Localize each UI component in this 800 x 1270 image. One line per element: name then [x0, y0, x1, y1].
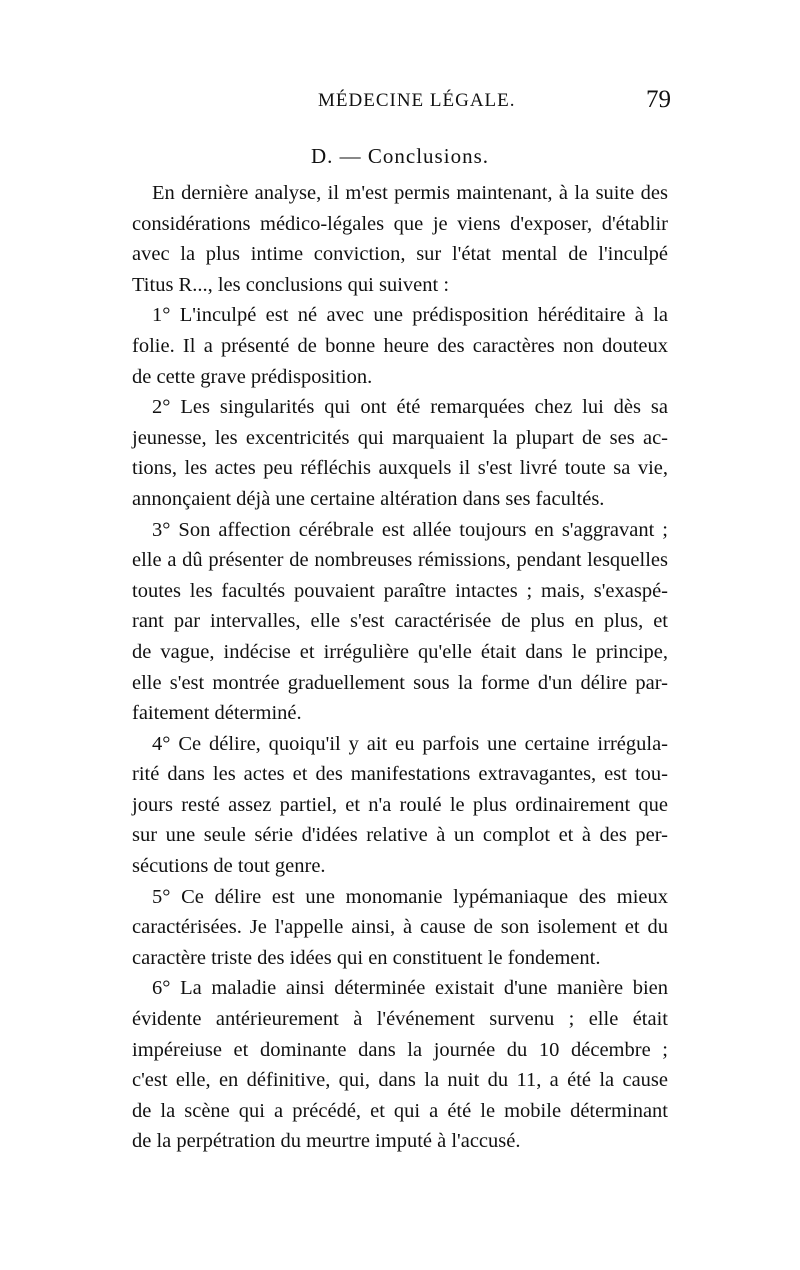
text-line: 3° Son affection cérébrale est allée toujours en s'aggravant ;	[152, 518, 668, 541]
text-line: évidente antérieurement à l'événement survenu ; elle était	[132, 1008, 668, 1031]
text-line: elle a dû présenter de nombreuses rémissions, pendant lesquelles	[132, 549, 668, 572]
text-line: sécutions de tout genre.	[132, 855, 326, 878]
text-line: impéreiuse et dominante dans la journée du 10 décembre ;	[132, 1038, 668, 1061]
text-line: folie. Il a présenté de bonne heure des caractères non douteux	[132, 334, 668, 357]
text-line: caractère triste des idées qui en constituent le fondement.	[132, 946, 601, 969]
text-line: En dernière analyse, il m'est permis maintenant, à la suite des	[152, 182, 668, 204]
text-line: caractérisées. Je l'appelle ainsi, à cause de son isolement et du	[132, 916, 668, 939]
text-line: annonçaient déjà une certaine altération dans ses facultés.	[132, 487, 605, 510]
body-text	[132, 178, 668, 1157]
text-line: faitement déterminé.	[132, 702, 302, 725]
text-line: sur une seule série d'idées relative à un complot et à des per-	[132, 824, 668, 847]
page-number: 79	[646, 86, 671, 113]
text-line: 1° L'inculpé est né avec une prédisposition héréditaire à la	[152, 304, 668, 327]
text-line: Titus R..., les conclusions qui suivent :	[132, 273, 450, 296]
text-line: jeunesse, les excentricités qui marquaient la plupart de ses ac-	[132, 426, 668, 449]
running-title: MÉDECINE LÉGALE.	[318, 90, 516, 111]
text-line: 6° La maladie ainsi déterminée existait d'une manière bien	[152, 977, 668, 1000]
text-line: 5° Ce délire est une monomanie lypémaniaque des mieux	[152, 885, 668, 908]
text-line: de la perpétration du meurtre imputé à l'accusé.	[132, 1130, 521, 1153]
text-line: de vague, indécise et irrégulière qu'elle était dans le principe,	[132, 640, 668, 663]
text-line: avec la plus intime conviction, sur l'état mental de l'inculpé	[132, 243, 668, 266]
text-line: rant par intervalles, elle s'est caractérisée de plus en plus, et	[132, 610, 668, 633]
text-line: de la scène qui a précédé, et qui a été le mobile déterminant	[132, 1099, 668, 1122]
text-line: c'est elle, en définitive, qui, dans la nuit du 11, a été la cause	[132, 1069, 668, 1092]
section-heading: D. — Conclusions.	[310, 144, 489, 168]
text-line: rité dans les actes et des manifestations extravagantes, est tou-	[132, 763, 668, 786]
text-line: 2° Les singularités qui ont été remarquées chez lui dès sa	[152, 396, 668, 419]
text-line: de cette grave prédisposition.	[132, 365, 373, 388]
text-line: jours resté assez partiel, et n'a roulé le plus ordinairement que	[132, 793, 668, 816]
text-line: 4° Ce délire, quoiqu'il y ait eu parfois une certaine irrégula-	[152, 732, 668, 755]
text-line: elle s'est montrée graduellement sous la forme d'un délire par-	[132, 671, 668, 694]
text-line: considérations médico-légales que je viens d'exposer, d'établir	[132, 212, 668, 235]
text-line: tions, les actes peu réfléchis auxquels il s'est livré toute sa vie,	[132, 457, 668, 480]
text-line: toutes les facultés pouvaient paraître intactes ; mais, s'exaspé-	[132, 579, 668, 602]
